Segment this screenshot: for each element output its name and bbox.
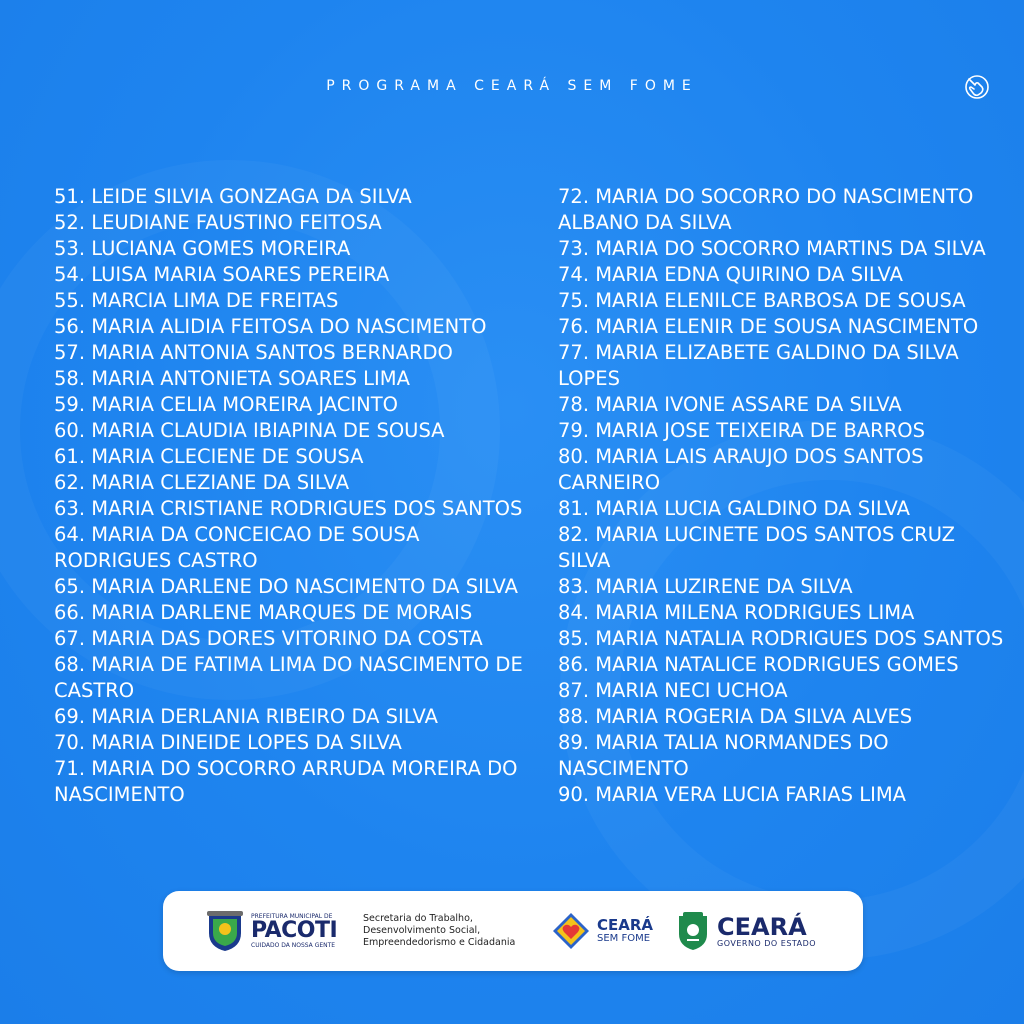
- csf-line-1: CEARÁ: [597, 915, 654, 934]
- beneficiary-list-left: [54, 184, 524, 808]
- beneficiary-entry: [558, 340, 1008, 392]
- beneficiary-entry: [558, 288, 1008, 314]
- beneficiary-name-line: 89. MARIA TALIA NORMANDES DO: [558, 731, 889, 754]
- beneficiary-entry: [54, 470, 524, 496]
- beneficiary-name-line: 65. MARIA DARLENE DO NASCIMENTO DA SILVA: [54, 575, 518, 598]
- beneficiary-entry: [54, 730, 524, 756]
- beneficiary-name-line: 83. MARIA LUZIRENE DA SILVA: [558, 575, 853, 598]
- pacoti-logo: [205, 891, 337, 971]
- secretaria-line-3: Empreendedorismo e Cidadania: [363, 937, 516, 948]
- pacoti-name: PACOTI: [251, 918, 338, 943]
- beneficiary-name-line: 57. MARIA ANTONIA SANTOS BERNARDO: [54, 341, 453, 364]
- beneficiary-name-line: 73. MARIA DO SOCORRO MARTINS DA SILVA: [558, 237, 986, 260]
- beneficiary-name-line: 70. MARIA DINEIDE LOPES DA SILVA: [54, 731, 402, 754]
- governo-sub: GOVERNO DO ESTADO: [717, 938, 817, 948]
- beneficiary-name-line: 69. MARIA DERLANIA RIBEIRO DA SILVA: [54, 705, 438, 728]
- beneficiary-name-line: 53. LUCIANA GOMES MOREIRA: [54, 237, 351, 260]
- beneficiary-entry: [558, 444, 1008, 496]
- beneficiary-entry: [54, 496, 524, 522]
- beneficiary-name-line: NASCIMENTO: [54, 783, 185, 806]
- pacoti-crest-icon: [205, 909, 245, 953]
- beneficiary-name-line: LOPES: [558, 367, 620, 390]
- beneficiary-entry: [54, 652, 524, 704]
- beneficiary-name-line: CASTRO: [54, 679, 135, 702]
- beneficiary-name-line: 66. MARIA DARLENE MARQUES DE MORAIS: [54, 601, 473, 624]
- beneficiary-name-line: 81. MARIA LUCIA GALDINO DA SILVA: [558, 497, 910, 520]
- beneficiary-name-line: 67. MARIA DAS DORES VITORINO DA COSTA: [54, 627, 483, 650]
- heart-diamond-icon: [551, 911, 591, 951]
- beneficiary-entry: [54, 236, 524, 262]
- beneficiary-name-line: 58. MARIA ANTONIETA SOARES LIMA: [54, 367, 410, 390]
- beneficiary-entry: [558, 704, 1008, 730]
- beneficiary-name-line: SILVA: [558, 549, 611, 572]
- beneficiary-entry: [54, 262, 524, 288]
- governo-ceara-logo: [675, 891, 816, 971]
- beneficiary-entry: [558, 236, 1008, 262]
- beneficiary-name-line: 52. LEUDIANE FAUSTINO FEITOSA: [54, 211, 382, 234]
- beneficiary-name-line: 88. MARIA ROGERIA DA SILVA ALVES: [558, 705, 913, 728]
- beneficiary-entry: [558, 314, 1008, 340]
- beneficiary-name-line: 63. MARIA CRISTIANE RODRIGUES DOS SANTOS: [54, 497, 523, 520]
- beneficiary-entry: [558, 262, 1008, 288]
- secretaria-line-2: Desenvolvimento Social,: [363, 925, 481, 936]
- beneficiary-name-line: 74. MARIA EDNA QUIRINO DA SILVA: [558, 263, 903, 286]
- beneficiary-entry: [54, 704, 524, 730]
- pacoti-top-text: PREFEITURA MUNICIPAL DE: [251, 913, 333, 920]
- beneficiary-name-line: 51. LEIDE SILVIA GONZAGA DA SILVA: [54, 185, 412, 208]
- beneficiary-name-line: 77. MARIA ELIZABETE GALDINO DA SILVA: [558, 341, 959, 364]
- beneficiary-entry: [54, 626, 524, 652]
- beneficiary-entry: [54, 314, 524, 340]
- beneficiary-entry: [54, 756, 524, 808]
- secretaria-line-1: Secretaria do Trabalho,: [363, 913, 473, 924]
- csf-line-2: SEM FOME: [597, 932, 651, 944]
- beneficiary-name-line: 78. MARIA IVONE ASSARE DA SILVA: [558, 393, 902, 416]
- hand-pointer-icon: [960, 70, 992, 102]
- beneficiary-name-line: 72. MARIA DO SOCORRO DO NASCIMENTO: [558, 185, 974, 208]
- beneficiary-entry: [558, 652, 1008, 678]
- beneficiary-name-line: 84. MARIA MILENA RODRIGUES LIMA: [558, 601, 915, 624]
- beneficiary-entry: [54, 444, 524, 470]
- beneficiary-entry: [558, 678, 1008, 704]
- beneficiary-name-line: 86. MARIA NATALICE RODRIGUES GOMES: [558, 653, 959, 676]
- beneficiary-entry: [558, 184, 1008, 236]
- beneficiary-entry: [54, 288, 524, 314]
- beneficiary-entry: [54, 574, 524, 600]
- beneficiary-name-line: RODRIGUES CASTRO: [54, 549, 258, 572]
- beneficiary-name-line: 82. MARIA LUCINETE DOS SANTOS CRUZ: [558, 523, 955, 546]
- beneficiary-entry: [54, 600, 524, 626]
- beneficiary-name-line: 80. MARIA LAIS ARAUJO DOS SANTOS: [558, 445, 924, 468]
- beneficiary-name-line: 60. MARIA CLAUDIA IBIAPINA DE SOUSA: [54, 419, 445, 442]
- beneficiary-entry: [54, 392, 524, 418]
- beneficiary-entry: [558, 626, 1008, 652]
- beneficiary-entry: [558, 522, 1008, 574]
- beneficiary-name-line: CARNEIRO: [558, 471, 661, 494]
- beneficiary-entry: [558, 418, 1008, 444]
- beneficiary-entry: [558, 730, 1008, 782]
- beneficiary-name-line: 54. LUISA MARIA SOARES PEREIRA: [54, 263, 390, 286]
- beneficiary-list-right: [558, 184, 1008, 808]
- beneficiary-name-line: 56. MARIA ALIDIA FEITOSA DO NASCIMENTO: [54, 315, 487, 338]
- beneficiary-entry: [54, 366, 524, 392]
- beneficiary-name-line: 62. MARIA CLEZIANE DA SILVA: [54, 471, 350, 494]
- beneficiary-entry: [558, 496, 1008, 522]
- beneficiary-name-line: 75. MARIA ELENILCE BARBOSA DE SOUSA: [558, 289, 966, 312]
- beneficiary-name-line: 76. MARIA ELENIR DE SOUSA NASCIMENTO: [558, 315, 979, 338]
- beneficiary-name-line: 55. MARCIA LIMA DE FREITAS: [54, 289, 339, 312]
- sponsor-logos-bar: [163, 891, 863, 971]
- beneficiary-name-line: ALBANO DA SILVA: [558, 211, 732, 234]
- beneficiary-entry: [54, 184, 524, 210]
- secretaria-logo: [363, 891, 515, 971]
- beneficiary-entry: [558, 782, 1008, 808]
- beneficiary-name-line: 64. MARIA DA CONCEICAO DE SOUSA: [54, 523, 420, 546]
- beneficiary-name-line: 87. MARIA NECI UCHOA: [558, 679, 788, 702]
- beneficiary-name-line: 71. MARIA DO SOCORRO ARRUDA MOREIRA DO: [54, 757, 518, 780]
- beneficiary-entry: [558, 392, 1008, 418]
- governo-name: CEARÁ: [717, 912, 807, 941]
- beneficiary-entry: [558, 574, 1008, 600]
- beneficiary-name-line: NASCIMENTO: [558, 757, 689, 780]
- pacoti-slogan: CUIDADO DA NOSSA GENTE: [251, 942, 336, 949]
- beneficiary-name-line: 59. MARIA CELIA MOREIRA JACINTO: [54, 393, 399, 416]
- beneficiary-entry: [54, 522, 524, 574]
- program-title: PROGRAMA CEARÁ SEM FOME: [326, 78, 698, 94]
- beneficiary-entry: [54, 418, 524, 444]
- beneficiary-entry: [54, 340, 524, 366]
- beneficiary-name-line: 79. MARIA JOSE TEIXEIRA DE BARROS: [558, 419, 925, 442]
- beneficiary-name-line: 85. MARIA NATALIA RODRIGUES DOS SANTOS: [558, 627, 1004, 650]
- beneficiary-name-line: 61. MARIA CLECIENE DE SOUSA: [54, 445, 364, 468]
- beneficiary-name-line: 90. MARIA VERA LUCIA FARIAS LIMA: [558, 783, 907, 806]
- beneficiary-entry: [54, 210, 524, 236]
- beneficiary-entry: [558, 600, 1008, 626]
- beneficiary-name-line: 68. MARIA DE FATIMA LIMA DO NASCIMENTO DE: [54, 653, 523, 676]
- ceara-sem-fome-logo: [551, 891, 653, 971]
- ceara-crest-icon: [675, 910, 711, 952]
